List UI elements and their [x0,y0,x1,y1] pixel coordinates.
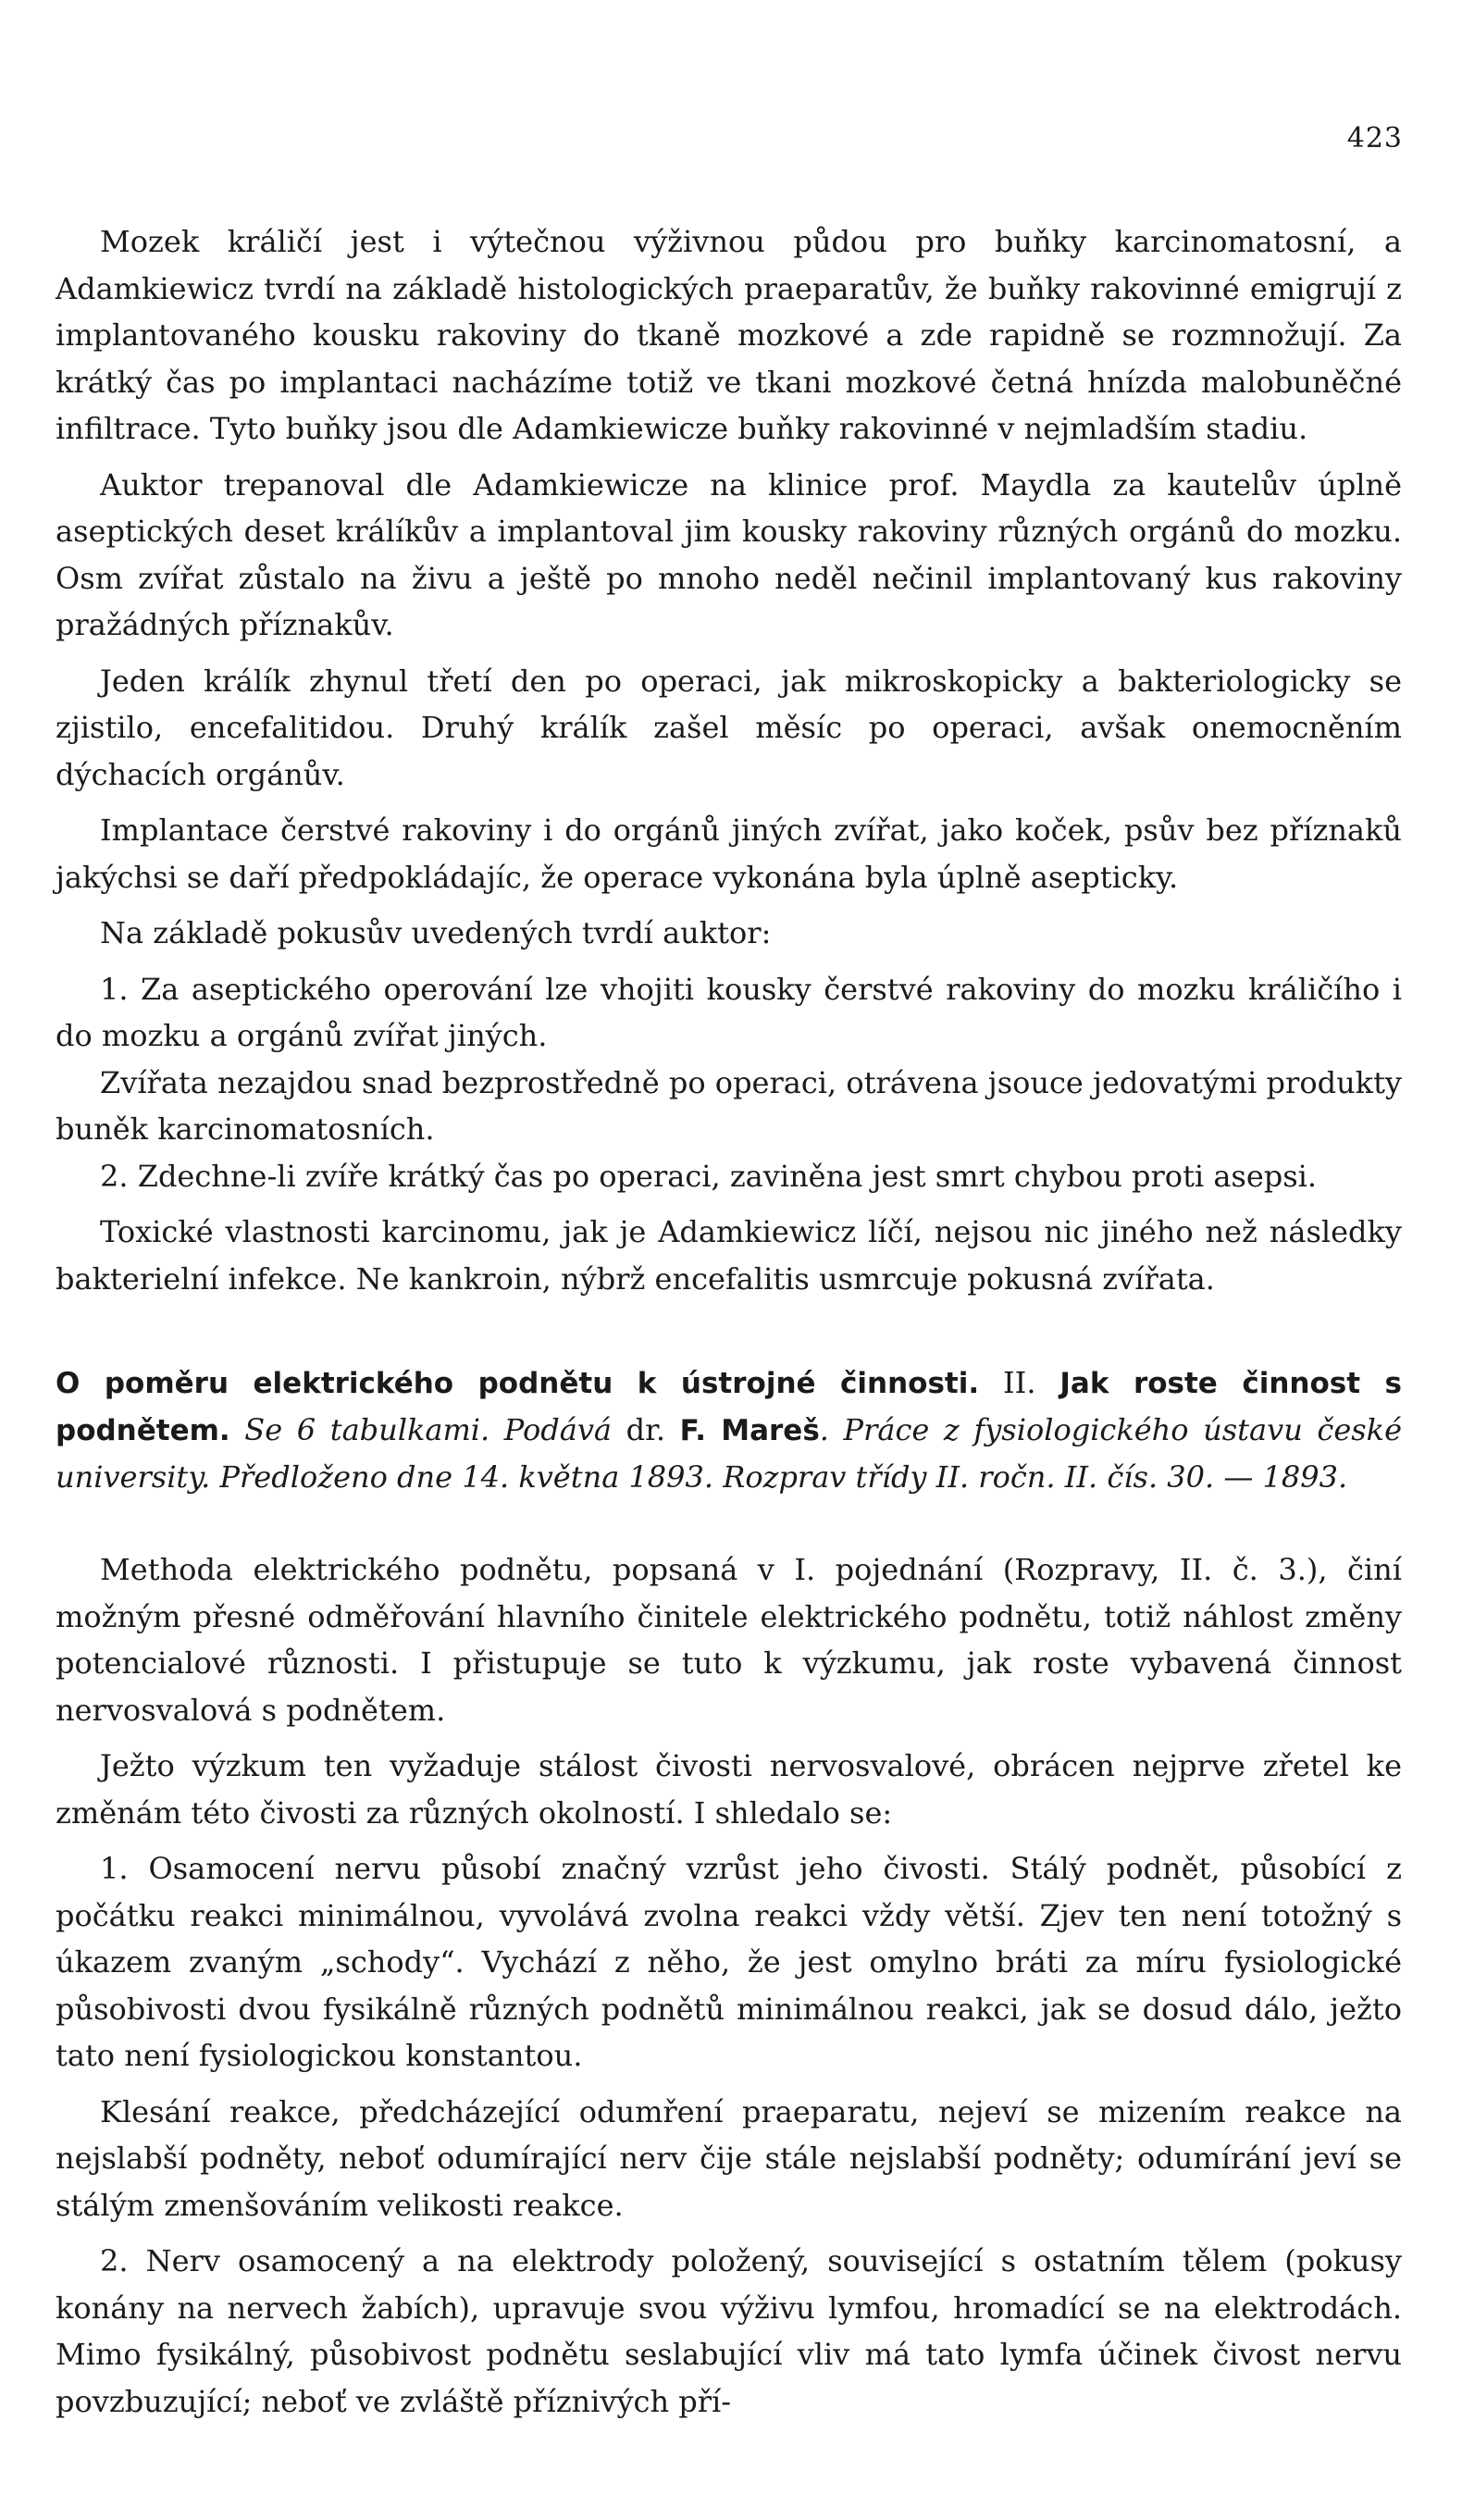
paragraph: 2. Nerv osamocený a na elektrody položený, související s ostatním tělem (pokusy konány na nervech žabích), upravuje svou výživu lymfou, hromadící se na elektrodách. Mimo fysikálný, působivost podnětu seslabující vliv má tato lymfa účinek čivost nervu povzbuzující; neboť ve zvláště příznivých pří- [56,2243,1402,2419]
article-subtitle: Jak roste činnost s podnětem. [56,1367,1402,1447]
paragraph: 1. Osamocení nervu působí značný vzrůst jeho čivosti. Stálý podnět, působící z počátku reakci minimálnou, vyvolává zvolna reakci vždy větší. Zjev ten není totožný s úkazem zvaným „schody“. Vychází z něho, že jest omylno bráti za míru fysiologické působivosti dvou fysikálně různých podnětů minimálnou reakci, jak se dosud dálo, ježto tato není fysiologickou konstantou. [56,1851,1402,2073]
article-part: II. [979,1365,1060,1400]
author-name: F. Mareš [679,1414,820,1447]
tables-note: Se 6 tabulkami. Podává [229,1412,626,1447]
author-prefix: dr. [626,1412,680,1447]
paragraph: Mozek králičí jest i výtečnou výživnou půdou pro buňky karcinomatosní, a Adamkiewicz tvrdí na základě histologických praeparatův, že buňky rakovinné emigrují z implantovaného kousku rakoviny do tkaně mozkové a zde rapidně se rozmnožují. Za krátký čas po implantaci nacházíme totiž ve tkani mozkové četná hnízda malobuněčné infiltrace. Tyto buňky jsou dle Adamkiewicze buňky rakovinné v nejmladším stadiu. [56,224,1402,446]
paragraph: Klesání reakce, předcházející odumření praeparatu, nejeví se mizením reakce na nejslabší podněty, neboť odumírající nerv čije stále nejslabší podněty; odumírání jeví se stálým zmenšováním velikosti reakce. [56,2093,1402,2223]
article-heading [56,1359,1402,1500]
paragraph: Toxické vlastnosti karcinomu, jak je Adamkiewicz líčí, nejsou nic jiného než následky bakterielní infekce. Ne kankroin, nýbrž encefalitis usmrcuje pokusná zvířata. [56,1214,1402,1297]
article-title: O poměru elektrického podnětu k ústrojné činnosti. [56,1367,980,1400]
paragraph: Ježto výzkum ten vyžaduje stálost čivosti nervosvalové, obrácen nejprve zřetel ke změnám této čivosti za různých okolností. I shledalo se: [56,1748,1402,1831]
page-number: 423 [1346,122,1403,155]
paragraph: Zvířata nezajdou snad bezprostředně po operaci, otrávena jsouce jedovatými produkty buněk karcinomatosních. [56,1064,1402,1147]
paragraph: Methoda elektrického podnětu, popsaná v I. pojednání (Rozpravy, II. č. 3.), činí možným přesné odměřování hlavního činitele elektrického podnětu, totiž náhlost změny potencialové různosti. I přistupuje se tuto k výzkumu, jak roste vybavená činnost nervosvalová s podnětem. [56,1552,1402,1728]
paragraph: Implantace čerstvé rakoviny i do orgánů jiných zvířat, jako koček, psův bez příznaků jakýchsi se daří předpokládajíc, že operace vykonána byla úplně asepticky. [56,813,1402,895]
paragraph: 1. Za aseptického operování lze vhojiti kousky čerstvé rakoviny do mozku králičího i do mozku a orgánů zvířat jiných. [56,971,1402,1053]
paragraph: Na základě pokusův uvedených tvrdí auktor: [100,915,772,950]
paragraph: Auktor trepanoval dle Adamkiewicze na klinice prof. Maydla za kautelův úplně aseptických deset králíkův a implantoval jim kousky rakoviny různých orgánů do mozku. Osm zvířat zůstalo na živu a ještě po mnoho neděl nečinil implantovaný kus rakoviny pražádných příznakův. [56,466,1402,642]
paragraph: 2. Zdechne-li zvíře krátký čas po operaci, zaviněna jest smrt chybou proti asepsi. [100,1158,1318,1194]
paragraph: Jeden králík zhynul třetí den po operaci, jak mikroskopicky a bakteriologicky se zjistilo, encefalitidou. Druhý králík zašel měsíc po operaci, avšak onemocněním dýchacích orgánův. [56,663,1402,792]
page-content [56,218,1402,2425]
article-source: . Práce z fysiologického ústavu české university. Předloženo dne 14. května 1893. Rozprav třídy II. ročn. II. čís. 30. — 1893. [56,1412,1402,1495]
